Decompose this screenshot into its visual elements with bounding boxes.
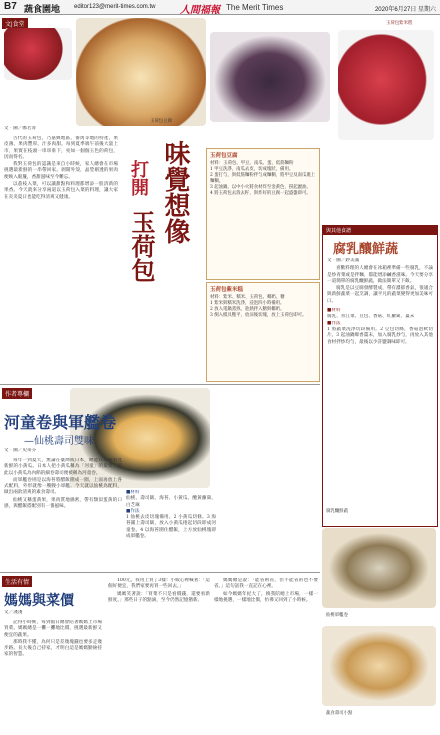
mid-recipe	[126, 490, 216, 568]
headline-open: 打開	[128, 160, 149, 196]
right-feature-banner: 與其他食譜	[323, 226, 437, 235]
purple-rice-cake-photo	[210, 32, 330, 122]
mid-headline: 河童卷與軍艦卷	[4, 413, 117, 432]
recipe-step: 4 將玉荷包去殼去籽，與炸好的豆腐一起盛盤即可。	[210, 191, 311, 196]
page-number: B7	[4, 1, 17, 12]
mid-ingredients: 仙桃、壽司飯、海苔、小黃瓜、醃黃蘿蔔、白芝麻	[126, 496, 216, 508]
mid-article-paragraph: 每年一到夏天，無論在臺灣或日本，總能在市場看見新鮮的小黃瓜。日本人把小黃瓜稱為「河童」的最愛，因此以小黃瓜為內餡的細卷壽司便被稱為河童卷。	[4, 458, 122, 476]
bottom-right-paragraph: 媽媽總是說：「能省則省，但不能省的也不要省。」這句話我一直記在心裡。	[214, 578, 318, 590]
mid-article-paragraph: 仙桃又稱蛋黃果，果肉質地綿密，帶有類似蛋黃的口感，與醋飯搭配別有一番風味。	[4, 497, 122, 510]
bottom-photo-caption: 仙桃軍艦卷	[326, 612, 348, 617]
section-tag-mid: 作者專欄	[2, 388, 32, 399]
bottom-mid-body	[108, 578, 210, 728]
top-article-paragraph: 以荔枝入菜，可以讓甜點和料理都增添一股清新的果香。今天就來分享兩道以玉荷包入菜的料理，讓大家在炎炎夏日也能吃得清爽又健康。	[4, 182, 118, 200]
headline-lychee: 玉荷包	[127, 210, 156, 282]
section-title: 蔬食園地	[24, 4, 61, 14]
right-feature-body	[323, 264, 437, 308]
right-steps: 1 將蔬菜洗淨切段備用。2 豆包切絲，香菇泡軟切片。3 起油鍋爆香薑末，加入腐乳炒勻，再放入其他食材拌炒均勻，最後以少許鹽調味即可。	[327, 326, 433, 345]
right-steps-title: ■作法	[327, 320, 341, 326]
recipe-box	[206, 148, 320, 280]
bottom-left-paragraph: 那時我不懂，為何只是差幾塊錢也要多走幾步路。長大後自己持家，才明白這是媽媽勤儉持家的智慧。	[4, 639, 102, 658]
right-ingredients: 腐乳、青江菜、豆包、香菇、紅蘿蔔、薑末	[327, 314, 415, 320]
bottom-left-body	[4, 620, 102, 730]
recipe-title-2: 玉荷包紫米糕	[210, 287, 244, 293]
right-feature-paragraph: 喜歡料理的人總會在冰箱裡準備一些腐乳，不論是炒青菜或是拌麵，都能增添鹹香滋味。今天要分享一道簡單的腐乳釀鮮蔬，做法簡單又下飯。	[327, 266, 433, 284]
top-article-paragraph: 我對玉荷包的認識是來自小時候，家人總會在市場挑選最新鮮的一串帶回家。剝開外殼，晶瑩剔透的果肉便映入眼簾，香甜滋味至今難忘。	[4, 162, 118, 180]
bottom-mid-paragraph: 媽媽笑著說：「買菜不只是看價錢，還要看新鮮度。」那些日子的點滴，至今仍然記憶猶新。	[108, 591, 210, 603]
mid-article-paragraph: 而軍艦卷則是以海苔將醋飯圍成一圈，上面再放上各式配料，外形就像一艘艘小軍艦。今天就以仙桃為配料，做出兩款清爽的素食壽司。	[4, 477, 122, 496]
mid-steps: 1 仙桃去皮切塊備用。2 小黃瓜切條。3 海苔鋪上壽司飯，放入小黃瓜捲起切段即成河童卷。4 以海苔圍住醋飯，上方放仙桃塊即成軍艦卷。	[126, 515, 216, 540]
right-feature-paragraph: 腐乳是以豆腐發酵製成，帶有濃郁香氣，很適合與新鮮蔬菜一起烹調，讓平凡的蔬菜變得更加美味可口。	[327, 286, 433, 304]
mid-author: 文‧圖／史蒂芬	[4, 448, 37, 453]
bottom-right-paragraph: 如今媽媽年紀大了，換我陪她上市場，一樣一樣地挑選，一樣地比價，彷彿又回到了小時候。	[214, 591, 318, 603]
top-article-paragraph: 古代的玉荷包，乃嘉興地區、番禺等地的特產，果皮薄、果肉豐厚、汁多肉甜。每到夏季端午前後大量上市，果實在枝頭一串串垂下，宛如一個個玉色的荷包，因而得名。	[4, 136, 118, 160]
recipe-step: 1 紫米與糯米洗淨，浸泡四小時備用。	[210, 301, 285, 306]
bottom-mid-paragraph: 100元，我用上買了3樣！小販心裡喊著：「這個好便宜，我們家要再買一些回去。」	[108, 578, 210, 590]
mid-article-body	[4, 458, 122, 568]
bottom-sushi-photo	[322, 528, 436, 608]
photo-caption-tofu: 玉荷包豆腐	[150, 118, 172, 123]
author-top: 文‧圖／鄭若菁	[4, 126, 37, 131]
recipe-step: 3 倒入模具壓平，放涼後切塊，放上玉荷包即可。	[210, 313, 307, 318]
bottom-dish-photo	[322, 626, 436, 706]
recipe-step: 1 甲豆洗淨，南瓜去皮，切成塊狀，備用。	[210, 167, 294, 172]
recipe-box-2	[206, 282, 320, 382]
mid-steps-title: ■作法	[126, 508, 140, 514]
bottom-headline: 媽媽與菜價	[4, 593, 74, 609]
recipe-title: 玉荷包豆腐	[210, 153, 238, 159]
recipe-ingredients-2: 材料：紫米、糯米、玉荷包、椰奶、糖	[210, 295, 285, 300]
lychee-tofu-photo	[76, 18, 206, 126]
section-tag-top: 文|食堂	[2, 18, 28, 29]
section-divider-bottom	[0, 572, 320, 573]
bottom-right-body	[214, 578, 318, 728]
bottom-left-paragraph: 記得小時候，每到假日總會陪著媽媽上市場買菜。媽媽總是一攤一攤地比價，挑選最新鮮又便宜的蔬果。	[4, 620, 102, 638]
photo-caption-purple: 玉荷包紫米糕	[386, 20, 413, 25]
section-tag-bottom: 生活有情	[2, 576, 32, 587]
right-feature-title: 腐乳釀鮮蔬	[333, 242, 399, 257]
headline-main: 味覺想像	[160, 140, 190, 244]
lychee-photo-right	[338, 30, 434, 140]
right-feature-author: 文‧圖／鈔美滿	[327, 258, 360, 263]
bottom-author: 文／淺淺	[4, 610, 23, 615]
editor-email[interactable]: editor123@merit-times.com.tw	[74, 4, 156, 10]
mid-ingredients-title: ■材料	[126, 490, 140, 495]
recipe-step: 3 起油鍋，以中小火將食材炸至金黃色，撈起瀝油。	[210, 185, 311, 190]
recipe-step: 2 蛋打勻，與低筋麵粉拌勻成麵糊，將甲豆及南瓜裹上麵糊。	[210, 173, 316, 184]
right-ingredients-title: ■材料	[327, 308, 341, 314]
mid-subheadline: —仙桃壽司雙味	[24, 436, 94, 447]
issue-date: 2020年6月27日 星期六	[374, 7, 436, 13]
lychee-photo-left	[4, 28, 72, 80]
top-article-body	[4, 136, 118, 376]
bottom-dish-caption: 蔬食壽司小點	[326, 710, 353, 715]
recipe-ingredients: 材料：玉荷包、甲豆、南瓜、蛋、低筋麵粉	[210, 161, 294, 166]
recipe-step: 2 放入電鍋蒸熟，趁熱拌入糖與椰奶。	[210, 307, 285, 312]
right-feature-box	[322, 225, 438, 527]
newspaper-logo: 人間福報	[180, 5, 220, 16]
page-header	[0, 0, 440, 15]
right-feature-caption: 腐乳釀鮮蔬	[326, 508, 348, 513]
newspaper-english-name: The Merit Times	[226, 3, 284, 12]
section-divider	[0, 384, 320, 385]
